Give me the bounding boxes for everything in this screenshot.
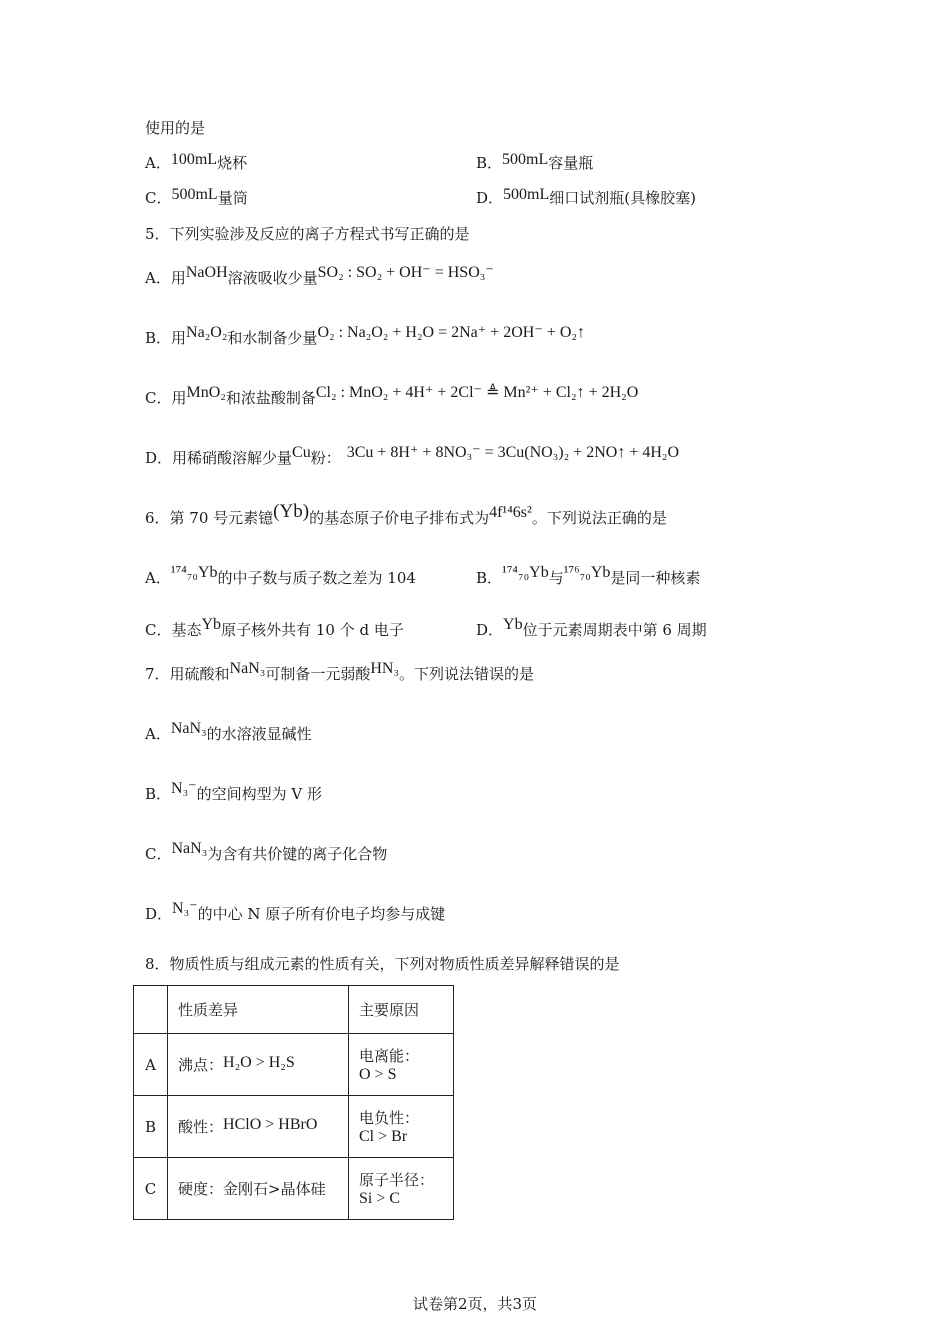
reason-formula: Si > C <box>359 1190 401 1207</box>
q4-b-text: 容量瓶 <box>548 154 594 172</box>
q6-c-label: C． <box>145 621 172 639</box>
q5-a-pre: 用 <box>170 269 186 287</box>
q5-d-mid: 粉： <box>310 449 341 467</box>
q7-d-formula: N₃⁻ <box>172 900 198 917</box>
q7-stem-c: 。下列说法错误的是 <box>399 665 535 683</box>
reason-formula: Cl > Br <box>359 1128 408 1145</box>
q6-config: 4f¹⁴6s² <box>489 504 532 521</box>
q7-option-d <box>145 898 446 923</box>
q5-c-mid: 和浓盐酸制备 <box>225 389 316 407</box>
q7-reagent: NaN₃ <box>229 660 266 677</box>
q4-option-b <box>476 153 593 174</box>
row-property <box>168 1034 349 1096</box>
q6-b-label: B． <box>476 569 503 587</box>
q4-d-text: 细口试剂瓶(具橡胶塞) <box>549 189 696 207</box>
q6-a-label: A． <box>145 569 171 587</box>
table-header-row <box>134 986 454 1034</box>
q6-c-symbol: Yb <box>201 616 222 633</box>
q7-d-text: 的中心 N 原子所有价电子均参与成键 <box>197 905 446 923</box>
q4-stem-tail: 使用的是 <box>145 119 206 137</box>
q4-c-text: 量筒 <box>217 189 248 207</box>
row-option: C <box>134 1158 168 1220</box>
q5-a-label: A． <box>145 269 171 287</box>
q5-option-c <box>145 382 639 407</box>
row-property <box>168 1096 349 1158</box>
q6-d-label: D． <box>476 621 504 639</box>
q7-c-text: 为含有共价键的离子化合物 <box>207 845 388 863</box>
row-reason <box>349 1034 454 1096</box>
q8-table <box>133 985 454 1220</box>
page-footer: 试卷第2页，共3页 <box>412 1295 538 1313</box>
q7-a-text: 的水溶液显碱性 <box>206 725 312 743</box>
q4-a-label: A． <box>145 154 171 172</box>
q7-c-label: C． <box>145 845 172 863</box>
q6-option-a <box>145 562 416 587</box>
q4-option-d <box>476 188 696 209</box>
q7-b-text: 的空间构型为 V 形 <box>196 785 322 803</box>
property-label: 硬度： <box>178 1180 224 1198</box>
q5-d-equation: 3Cu + 8H⁺ + 8NO₃⁻ = 3Cu(NO₃)₂ + 2NO↑ + 4H₂O <box>346 444 680 461</box>
q7-c-formula: NaN₃ <box>171 840 208 857</box>
row-option: B <box>134 1096 168 1158</box>
row-option: A <box>134 1034 168 1096</box>
q4-c-label: C． <box>145 189 172 207</box>
q6-a-text: 的中子数与质子数之差为 104 <box>217 569 416 587</box>
q6-b-text: 是同一种核素 <box>610 569 701 587</box>
q7-a-label: A． <box>145 725 171 743</box>
q5-a-equation: SO₂ : SO₂ + OH⁻ = HSO₃⁻ <box>317 264 494 281</box>
q5-a-reagent: NaOH <box>185 264 228 281</box>
table-row <box>134 1034 454 1096</box>
q5-b-label: B． <box>145 329 172 347</box>
q6-b-nuclide-2: ¹⁷⁶₇₀Yb <box>563 564 611 581</box>
q5-d-reagent: Cu <box>292 444 311 461</box>
q6-stem-b: 的基态原子价电子排布式为 <box>309 509 490 527</box>
property-formula: HClO > HBrO <box>223 1116 318 1133</box>
q5-c-pre: 用 <box>171 389 187 407</box>
q6-d-symbol: Yb <box>503 616 523 633</box>
property-formula: 金刚石>晶体硅 <box>223 1180 326 1198</box>
q7-stem-b: 可制备一元弱酸 <box>265 665 371 683</box>
property-label: 沸点： <box>178 1056 224 1074</box>
q6-stem-c: 。下列说法正确的是 <box>531 509 667 527</box>
q5-c-label: C． <box>145 389 172 407</box>
row-reason <box>349 1096 454 1158</box>
q4-d-math: 500mL <box>503 186 550 203</box>
q7-stem <box>145 658 535 683</box>
row-property <box>168 1158 349 1220</box>
q6-d-text: 位于元素周期表中第 6 周期 <box>522 621 707 639</box>
q5-a-mid: 溶液吸收少量 <box>227 269 318 287</box>
q5-d-pre: 用稀硝酸溶解少量 <box>172 449 293 467</box>
q4-a-math: 100mL <box>170 151 218 168</box>
q6-a-nuclide: ¹⁷⁴₇₀Yb <box>170 564 218 581</box>
q6-c-text: 原子核外共有 10 个 d 电子 <box>221 621 404 639</box>
q4-b-label: B． <box>476 154 503 172</box>
q5-c-equation: Cl₂ : MnO₂ + 4H⁺ + 2Cl⁻ ≜ Mn²⁺ + Cl₂↑ + 2H₂O <box>315 384 639 401</box>
q5-b-equation: O₂ : Na₂O₂ + H₂O = 2Na⁺ + 2OH⁻ + O₂↑ <box>317 324 585 341</box>
q7-d-label: D． <box>145 905 173 923</box>
q6-symbol: (Yb) <box>273 501 310 522</box>
q4-c-math: 500mL <box>171 186 218 203</box>
q6-b-nuclide-1: ¹⁷⁴₇₀Yb <box>502 564 549 581</box>
q8-stem: 8．物质性质与组成元素的性质有关，下列对物质性质差异解释错误的是 <box>145 955 620 973</box>
table-row <box>134 1096 454 1158</box>
q5-d-label: D． <box>145 449 173 467</box>
q6-stem-a: 6．第 70 号元素镱 <box>145 509 274 527</box>
q6-option-c <box>145 614 404 639</box>
q7-option-a <box>145 718 312 743</box>
reason-label: 电负性： <box>359 1109 420 1127</box>
header-blank-cell <box>134 986 168 1034</box>
header-property: 性质差异 <box>178 1001 239 1019</box>
q5-option-a <box>145 262 494 287</box>
property-label: 酸性： <box>178 1118 224 1136</box>
reason-label: 电离能： <box>359 1047 420 1065</box>
q6-option-b <box>476 562 701 587</box>
q7-stem-a: 7．用硫酸和 <box>145 665 230 683</box>
q5-stem: 5．下列实验涉及反应的离子方程式书写正确的是 <box>145 225 470 243</box>
table-row <box>134 1158 454 1220</box>
q5-c-reagent: MnO₂ <box>186 384 226 401</box>
header-reason-cell <box>349 986 454 1034</box>
q6-b-and: 与 <box>548 569 564 587</box>
property-formula: H₂O > H₂S <box>223 1054 295 1071</box>
row-reason <box>349 1158 454 1220</box>
q7-acid: HN₃ <box>370 660 400 677</box>
q7-option-b <box>145 778 322 803</box>
reason-formula: O > S <box>359 1066 397 1083</box>
q5-option-b <box>145 322 585 347</box>
q4-d-label: D． <box>476 189 504 207</box>
q6-stem <box>145 501 667 527</box>
q7-b-label: B． <box>145 785 172 803</box>
q5-b-pre: 用 <box>171 329 187 347</box>
reason-label: 原子半径： <box>359 1171 435 1189</box>
header-reason: 主要原因 <box>359 1001 420 1019</box>
q4-option-a <box>145 153 247 174</box>
q6-option-d <box>476 614 707 639</box>
q7-option-c <box>145 838 388 863</box>
q7-a-formula: NaN₃ <box>170 720 207 737</box>
q4-b-math: 500mL <box>502 151 549 168</box>
q5-b-mid: 和水制备少量 <box>227 329 318 347</box>
q6-c-pre: 基态 <box>171 621 202 639</box>
q7-b-formula: N₃⁻ <box>171 780 197 797</box>
header-property-cell <box>168 986 349 1034</box>
q4-option-c <box>145 188 248 209</box>
q5-option-d <box>145 442 680 467</box>
q4-a-text: 烧杯 <box>217 154 248 172</box>
q5-b-reagent: Na₂O₂ <box>186 324 228 341</box>
